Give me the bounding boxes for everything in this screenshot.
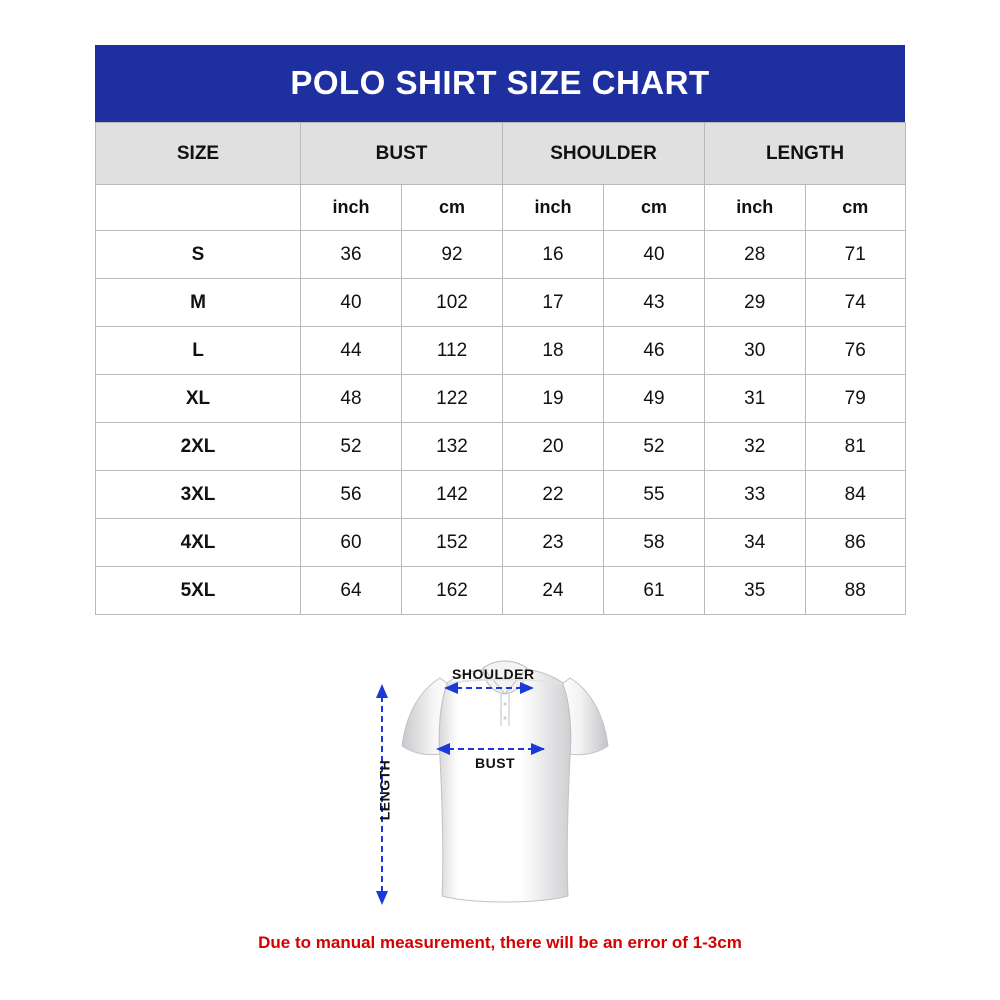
- group-header-row: [96, 123, 906, 185]
- cell-bust-inch: 52: [301, 423, 402, 471]
- cell-shoulder-inch: 17: [503, 279, 604, 327]
- cell-size: L: [96, 327, 301, 375]
- cell-size: 5XL: [96, 567, 301, 615]
- column-header-length: LENGTH: [705, 123, 906, 185]
- shoulder-label: SHOULDER: [452, 666, 535, 682]
- unit-cell-shoulder-inch: inch: [503, 185, 604, 231]
- cell-length-inch: 31: [705, 375, 806, 423]
- cell-bust-inch: 40: [301, 279, 402, 327]
- cell-bust-inch: 60: [301, 519, 402, 567]
- cell-length-cm: 74: [805, 279, 906, 327]
- cell-shoulder-cm: 58: [604, 519, 705, 567]
- cell-shoulder-cm: 43: [604, 279, 705, 327]
- bust-label: BUST: [475, 755, 516, 771]
- cell-shoulder-inch: 22: [503, 471, 604, 519]
- unit-row: [96, 185, 906, 231]
- cell-length-inch: 32: [705, 423, 806, 471]
- cell-shoulder-inch: 16: [503, 231, 604, 279]
- length-label: LENGTH: [376, 759, 393, 821]
- cell-length-inch: 34: [705, 519, 806, 567]
- unit-cell-bust-cm: cm: [402, 185, 503, 231]
- cell-bust-inch: 64: [301, 567, 402, 615]
- cell-bust-cm: 162: [402, 567, 503, 615]
- column-header-shoulder: SHOULDER: [503, 123, 705, 185]
- cell-length-cm: 76: [805, 327, 906, 375]
- cell-length-inch: 30: [705, 327, 806, 375]
- cell-length-cm: 86: [805, 519, 906, 567]
- cell-bust-inch: 56: [301, 471, 402, 519]
- unit-cell-bust-inch: inch: [301, 185, 402, 231]
- cell-bust-inch: 36: [301, 231, 402, 279]
- cell-bust-cm: 92: [402, 231, 503, 279]
- cell-shoulder-inch: 18: [503, 327, 604, 375]
- cell-bust-cm: 122: [402, 375, 503, 423]
- cell-size: M: [96, 279, 301, 327]
- table-row: [96, 375, 906, 423]
- table-row: [96, 471, 906, 519]
- column-header-bust: BUST: [301, 123, 503, 185]
- cell-size: 4XL: [96, 519, 301, 567]
- cell-bust-inch: 48: [301, 375, 402, 423]
- cell-shoulder-cm: 52: [604, 423, 705, 471]
- table-row: [96, 231, 906, 279]
- column-header-size: SIZE: [96, 123, 301, 185]
- cell-size: 3XL: [96, 471, 301, 519]
- cell-size: XL: [96, 375, 301, 423]
- cell-size: 2XL: [96, 423, 301, 471]
- cell-shoulder-cm: 55: [604, 471, 705, 519]
- cell-shoulder-cm: 46: [604, 327, 705, 375]
- cell-shoulder-inch: 24: [503, 567, 604, 615]
- cell-shoulder-cm: 61: [604, 567, 705, 615]
- measurement-note: Due to manual measurement, there will be an error of 1-3cm: [258, 933, 742, 952]
- cell-length-inch: 28: [705, 231, 806, 279]
- unit-cell-length-inch: inch: [705, 185, 806, 231]
- cell-shoulder-inch: 23: [503, 519, 604, 567]
- cell-length-inch: 29: [705, 279, 806, 327]
- cell-shoulder-cm: 49: [604, 375, 705, 423]
- table-row: [96, 327, 906, 375]
- table-body: [96, 185, 906, 615]
- table-row: [96, 279, 906, 327]
- cell-size: S: [96, 231, 301, 279]
- table-row: [96, 519, 906, 567]
- cell-bust-inch: 44: [301, 327, 402, 375]
- cell-length-inch: 35: [705, 567, 806, 615]
- cell-bust-cm: 112: [402, 327, 503, 375]
- cell-length-cm: 71: [805, 231, 906, 279]
- table-row: [96, 567, 906, 615]
- unit-cell-length-cm: cm: [805, 185, 906, 231]
- cell-shoulder-inch: 19: [503, 375, 604, 423]
- unit-cell-shoulder-cm: cm: [604, 185, 705, 231]
- cell-length-cm: 81: [805, 423, 906, 471]
- cell-bust-cm: 142: [402, 471, 503, 519]
- cell-bust-cm: 152: [402, 519, 503, 567]
- unit-cell-blank: [96, 185, 301, 231]
- size-chart-table: [95, 122, 906, 615]
- cell-bust-cm: 132: [402, 423, 503, 471]
- page-title: POLO SHIRT SIZE CHART: [95, 45, 905, 122]
- cell-shoulder-inch: 20: [503, 423, 604, 471]
- cell-length-cm: 84: [805, 471, 906, 519]
- cell-bust-cm: 102: [402, 279, 503, 327]
- table-row: [96, 423, 906, 471]
- size-chart: [95, 45, 905, 615]
- measurement-illustration: [340, 630, 670, 920]
- cell-length-cm: 79: [805, 375, 906, 423]
- table-header: [96, 123, 906, 185]
- cell-length-inch: 33: [705, 471, 806, 519]
- cell-shoulder-cm: 40: [604, 231, 705, 279]
- cell-length-cm: 88: [805, 567, 906, 615]
